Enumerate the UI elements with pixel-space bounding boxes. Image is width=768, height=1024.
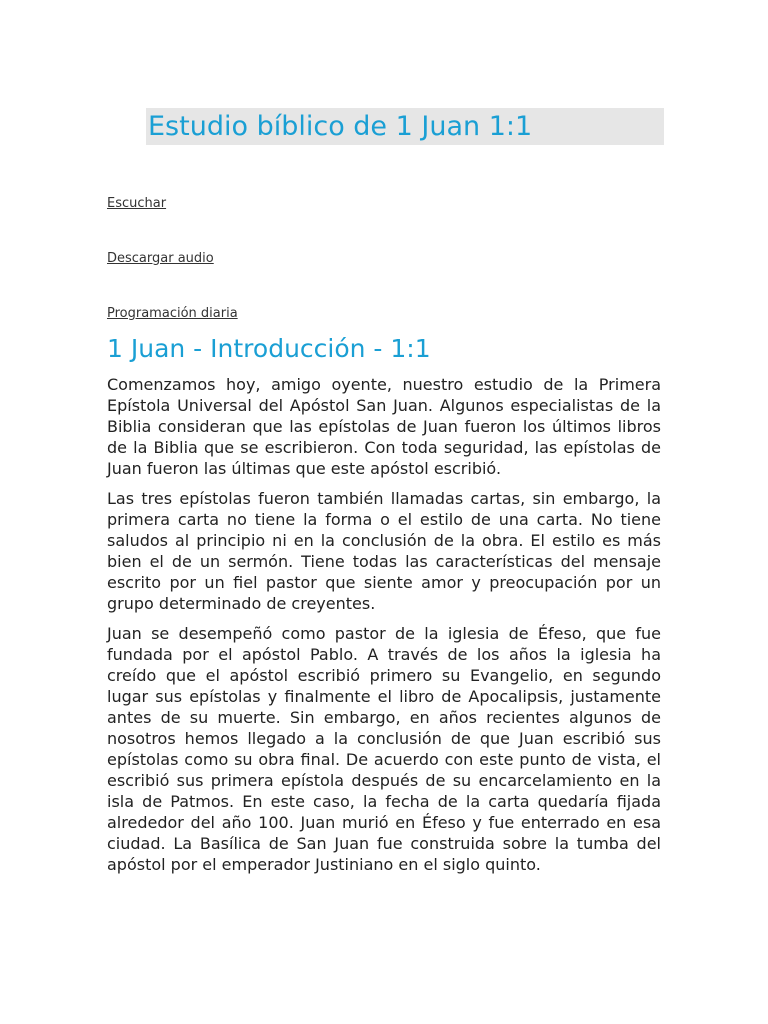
paragraph-2: Las tres epístolas fueron también llamadas cartas, sin embargo, la primera carta no tiene la forma o el estilo de una carta. No tiene saludos al principio ni en la conclusión de la obra. El estilo es más bien el de un sermón. Tiene todas las características del mensaje escrito por un fiel pastor que siente amor y preocupación por un grupo determinado de creyentes. xyxy=(107,489,661,613)
paragraph-1: Comenzamos hoy, amigo oyente, nuestro estudio de la Primera Epístola Universal del Apóstol San Juan. Algunos especialistas de la Biblia consideran que las epístolas de Juan fueron los últimos libros de la Biblia que se escribieron. Con toda seguridad, las epístolas de Juan fueron las últimas que este apóstol escribió. xyxy=(107,375,661,478)
section-heading: 1 Juan - Introducción - 1:1 xyxy=(107,334,431,363)
body-text xyxy=(107,374,661,884)
paragraph-3: Juan se desempeñó como pastor de la iglesia de Éfeso, que fue fundada por el apóstol Pablo. A través de los años la iglesia ha creído que el apóstol escribió primero su Evangelio, en segundo lugar sus epístolas y finalmente el libro de Apocalipsis, justamente antes de su muerte. Sin embargo, en años recientes algunos de nosotros hemos llegado a la conclusión de que Juan escribió sus epístolas como su obra final. De acuerdo con este punto de vista, el escribió sus primera epístola después de su encarcelamiento en la isla de Patmos. En este caso, la fecha de la carta quedaría fijada alrededor del año 100. Juan murió en Éfeso y fue enterrado en esa ciudad. La Basílica de San Juan fue construida sobre la tumba del apóstol por el emperador Justiniano en el siglo quinto. xyxy=(107,624,661,874)
title-banner xyxy=(146,108,664,145)
listen-link[interactable]: Escuchar xyxy=(107,196,167,211)
download-audio-link[interactable]: Descargar audio xyxy=(107,251,214,266)
daily-schedule-link[interactable]: Programación diaria xyxy=(107,306,238,321)
page-title: Estudio bíblico de 1 Juan 1:1 xyxy=(148,111,533,142)
